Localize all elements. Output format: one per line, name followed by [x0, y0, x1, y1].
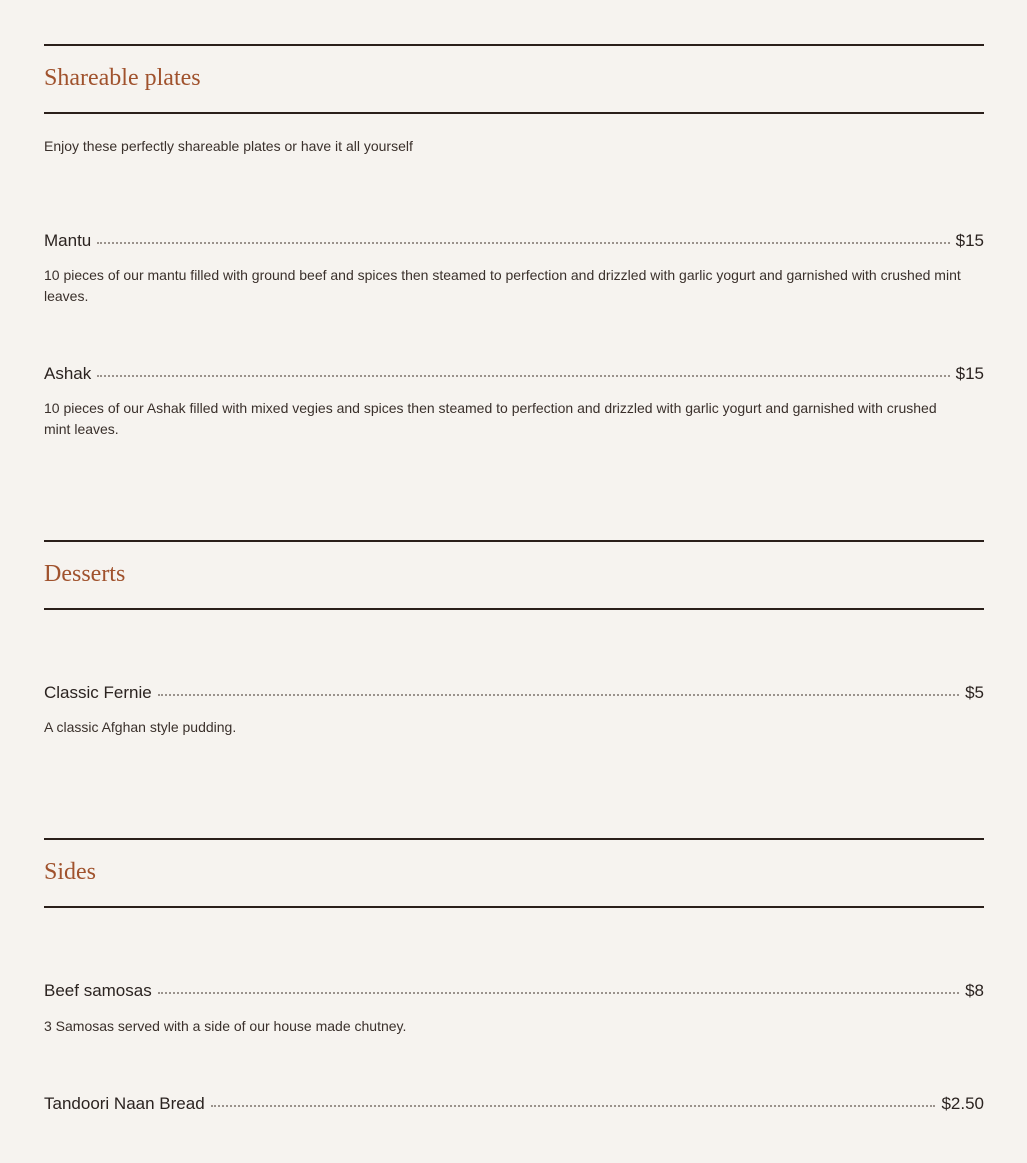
dot-leader: [97, 242, 949, 244]
dot-leader: [97, 375, 949, 377]
menu-item-beef-samosas: [44, 982, 984, 999]
dot-leader: [158, 992, 959, 994]
menu-item-classic-fernie: [44, 684, 984, 701]
menu-item-tandoori-naan-bread: [44, 1095, 984, 1112]
section-top-rule: [44, 540, 984, 542]
item-price: $15: [955, 364, 984, 383]
section-description: Enjoy these perfectly shareable plates or have it all yourself: [44, 138, 413, 154]
section-title-shareable-plates: Shareable plates: [44, 65, 201, 91]
section-bottom-rule: [44, 608, 984, 610]
section-title-desserts: Desserts: [44, 561, 126, 587]
item-price: $15: [955, 231, 984, 250]
dot-leader: [211, 1105, 936, 1107]
item-description: A classic Afghan style pudding.: [44, 719, 237, 735]
section-bottom-rule: [44, 112, 984, 114]
item-price: $5: [965, 683, 984, 702]
item-price: $8: [965, 981, 984, 1000]
item-description: 10 pieces of our Ashak filled with mixed vegies and spices then steamed to perfection and drizzled with garlic yogurt and garnished with crushed mint leaves.: [44, 400, 937, 437]
dot-leader: [158, 694, 959, 696]
item-description: 3 Samosas served with a side of our house made chutney.: [44, 1018, 407, 1034]
section-top-rule: [44, 838, 984, 840]
menu-item-mantu: [44, 232, 984, 249]
item-price: $2.50: [941, 1094, 984, 1113]
section-top-rule: [44, 44, 984, 46]
menu-item-ashak: [44, 365, 984, 382]
item-name: Classic Fernie: [44, 683, 152, 702]
item-name: Beef samosas: [44, 981, 152, 1000]
item-description: 10 pieces of our mantu filled with ground beef and spices then steamed to perfection and drizzled with garlic yogurt and garnished with crushed mint leaves.: [44, 267, 961, 304]
section-title-sides: Sides: [44, 859, 97, 885]
section-bottom-rule: [44, 906, 984, 908]
item-name: Ashak: [44, 364, 92, 383]
item-name: Mantu: [44, 231, 92, 250]
item-name: Tandoori Naan Bread: [44, 1094, 205, 1113]
